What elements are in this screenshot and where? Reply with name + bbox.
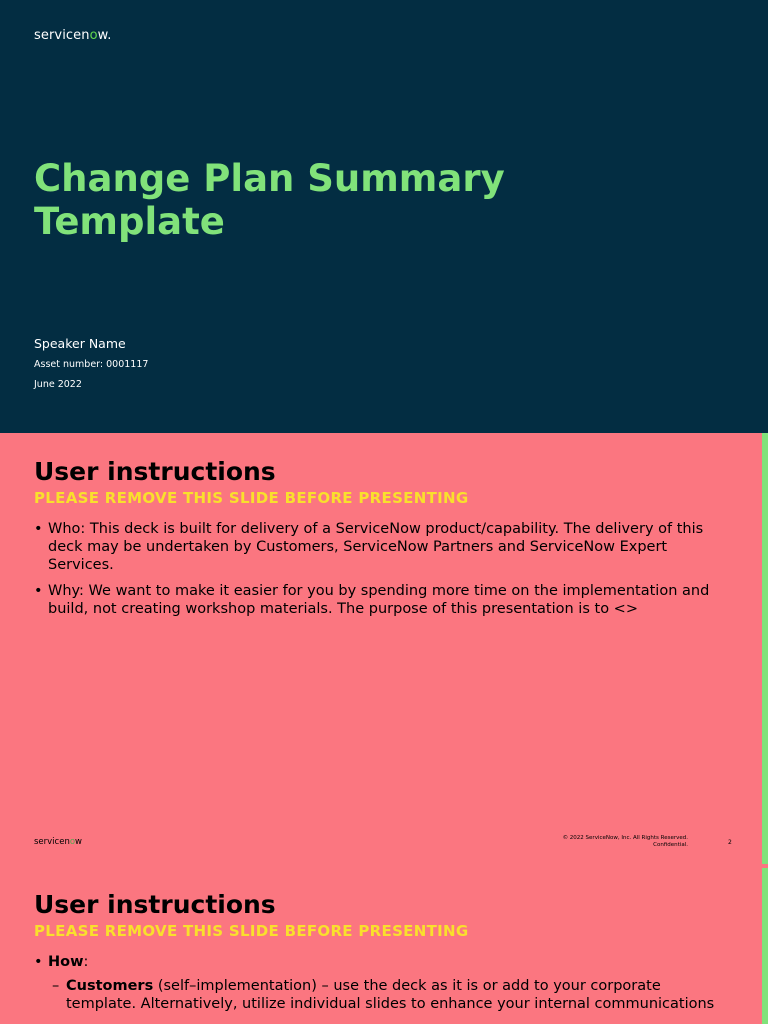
sub-bullet-list [52,977,732,1013]
slide-heading: User instructions [34,457,276,486]
slide-subheading: PLEASE REMOVE THIS SLIDE BEFORE PRESENTING [34,489,469,507]
slide-heading: User instructions [34,890,276,919]
how-label: How [48,954,84,970]
slide-divider [762,864,768,868]
bullet-list [34,520,714,626]
instructions-slide [0,433,762,866]
accent-bar-2 [762,866,768,1024]
accent-bar [762,433,768,866]
copyright-line: © 2022 ServiceNow, Inc. All Rights Reserved. [562,835,688,841]
how-colon: : [83,954,89,970]
servicenow-logo: servicenow. [34,28,112,43]
dash-marker: – [52,978,60,994]
bullet-who: • Who: This deck is built for delivery of a ServiceNow product/capability. The delivery of this deck may be undertaken by Customers, ServiceNow Partners and ServiceNow Expert Services. [34,520,714,574]
customers-text: (self–implementation) – use the deck as it is or add to your corporate template. Alternatively, utilize individual slides to enhance your internal communications [66,978,715,1012]
slide-subheading: PLEASE REMOVE THIS SLIDE BEFORE PRESENTING [34,922,469,940]
page-number: 2 [728,839,732,846]
bullet-how [34,953,714,971]
bullet-why: • Why: We want to make it easier for you by spending more time on the implementation and build, not creating workshop materials. The purpose of this presentation is to <> [34,582,714,618]
customers-label: Customers [66,978,154,994]
confidential-line: Confidential. [653,842,688,848]
sub-bullet-customers [52,977,732,1013]
title-slide [0,0,768,433]
presentation-date: June 2022 [34,379,82,390]
speaker-name: Speaker Name [34,336,126,351]
asset-number: Asset number: 0001117 [34,359,149,370]
instructions-slide-2 [0,866,762,1024]
page-title: Change Plan Summary Template [34,157,505,243]
footer-logo: servicenow [34,837,82,847]
bullet-list [34,953,714,979]
copyright-notice [520,835,688,849]
